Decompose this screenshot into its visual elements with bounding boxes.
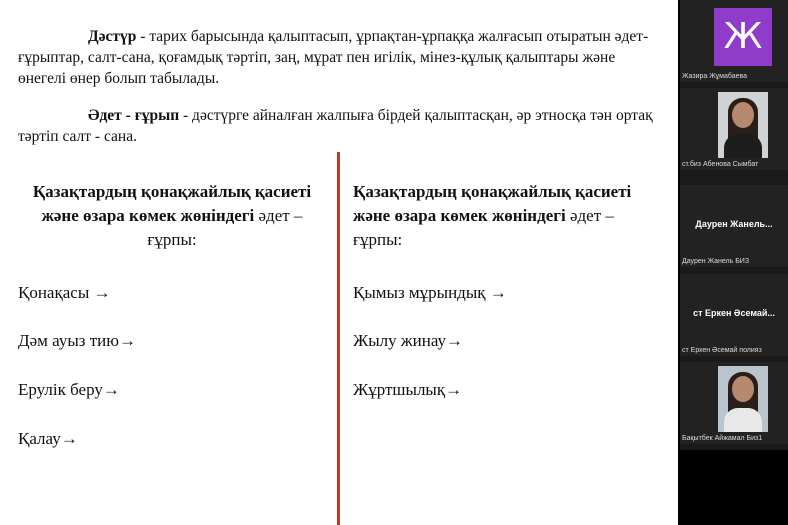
participant-name: Жазира Жұмабаева xyxy=(682,73,748,80)
term-tradition: Дәстүр xyxy=(88,28,137,45)
participant-tile[interactable] xyxy=(680,88,788,170)
term-custom: Әдет - ғұрып xyxy=(88,107,180,124)
left-list-item: Дәм ауыз тию→ xyxy=(18,331,136,350)
right-list-item: Қымыз мұрындық → xyxy=(353,283,507,302)
participant-tile[interactable] xyxy=(680,185,788,267)
participant-tile[interactable] xyxy=(680,0,788,82)
participant-avatar: Ж xyxy=(714,8,772,66)
definition-custom xyxy=(18,105,663,147)
participant-name: Даурен Жанель БИЗ xyxy=(682,258,750,265)
definition-tradition xyxy=(18,26,663,89)
right-heading-bold: Қазақтардың қонақжайлық қасиеті және өзара көмек жөніндегі xyxy=(353,182,632,225)
participant-name: Бақытбек Айжамал Биз1 xyxy=(682,435,763,442)
left-list-item: Қалау→ xyxy=(18,429,78,448)
participant-tile[interactable] xyxy=(680,362,788,444)
left-column-heading xyxy=(22,180,322,252)
participant-video xyxy=(718,92,768,158)
participant-name-center: Даурен Жанель... xyxy=(695,219,773,229)
participant-name-center: ст Еркен Әсемай... xyxy=(693,308,775,318)
right-list-item: Жұртшылық→ xyxy=(353,380,463,399)
definition-tradition-text: - тарих барысында қалыптасып, ұрпақтан-ұрпаққа жалғасып отыратын әдет-ғұрыптар, салт-сана, қоғамдық тәртіп, заң, мұрат пен игілік, мінез-құлық қалыптары және өнегелі өнер болып табылады. xyxy=(18,28,649,87)
right-list-item: Жылу жинау→ xyxy=(353,331,464,350)
participant-name: ст.биз Абенова Сымбат xyxy=(682,161,759,168)
column-divider xyxy=(337,152,340,525)
left-heading-normal: әдет – ғұрпы: xyxy=(147,206,303,249)
left-list-item: Қонақасы → xyxy=(18,283,111,302)
participant-tile[interactable] xyxy=(680,274,788,356)
participant-name: ст Еркен Әсемай полияз xyxy=(682,347,762,354)
left-list-item: Ерулік беру→ xyxy=(18,380,120,399)
right-heading-normal: әдет – ғұрпы: xyxy=(353,206,614,249)
left-heading-bold: Қазақтардың қонақжайлық қасиеті және өзара көмек жөніндегі xyxy=(32,182,312,225)
participant-video xyxy=(718,366,768,432)
definition-custom-text: - дәстүрге айналған жалпыға бірдей қалыптасқан, әр этносқа тән ортақ тәртіп салт - сана. xyxy=(18,107,653,145)
right-column-heading xyxy=(353,180,653,252)
